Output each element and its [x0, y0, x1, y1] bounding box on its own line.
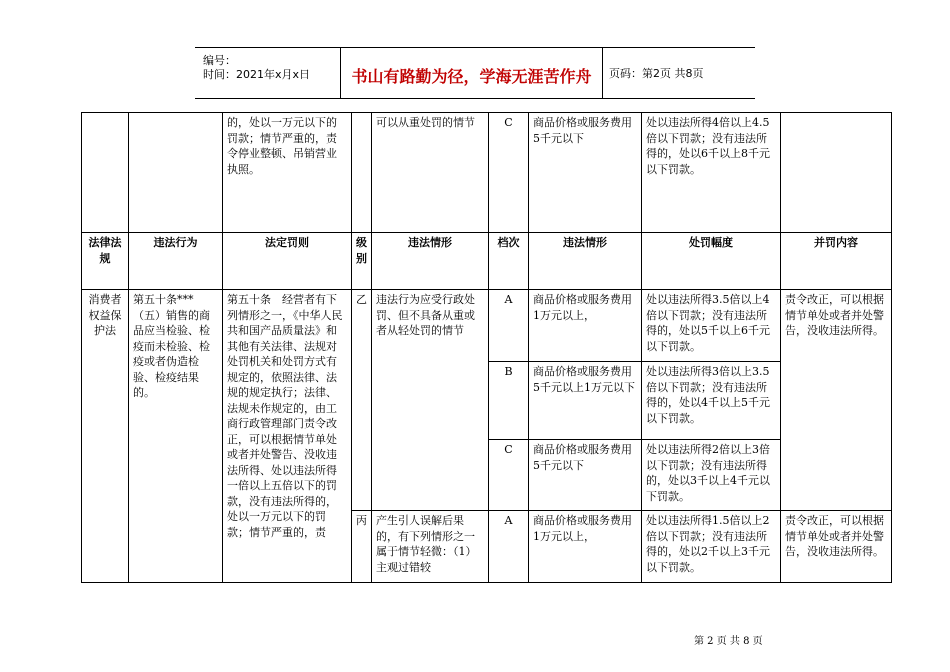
header-motto: 书山有路勤为径，学海无涯苦作舟	[351, 67, 592, 86]
col-header-penalty: 法定罚则	[223, 233, 352, 290]
range-text: 处以违法所得1.5倍以上2倍以下罚款；没有违法所得的，处以2千以上3千元以下罚款。	[642, 511, 781, 583]
col-header-situation: 违法情形	[529, 233, 642, 290]
page-footer: 第 2 页 共 8 页	[694, 636, 763, 647]
range-text: 处以违法所得3倍以上3.5倍以下罚款；没有违法所得的，处以4千以上5千元以下罚款。	[642, 362, 781, 440]
level-mark: 乙	[352, 290, 372, 511]
circumstance-text: 产生引人误解后果的，有下列情形之一属于情节轻微：（1）主观过错较	[372, 511, 489, 583]
extra-text: 责令改正，可以根据情节单处或者并处警告，没收违法所得。	[781, 290, 892, 511]
penalty-text: 第五十条 经营者有下列情形之一，《中华人民共和国产品质量法》和其他有关法律、法规对处罚机关和处罚方式有规定的，依照法律、法规的规定执行；法律、法规未作规定的，由工商行政管理部门责令改正，可以根据情节单处或者并处警告、没收违法所得、处以违法所得一倍以上五倍以下的罚款，没有违法所得的，处以一万元以下的罚款；情节严重的，责	[223, 290, 352, 583]
cell-penalty-tail: 的，处以一万元以下的罚款；情节严重的，责令停业整顿、吊销营业执照。	[223, 113, 352, 233]
col-header-level: 级别	[352, 233, 372, 290]
circumstance-text: 违法行为应受行政处罚、但不具备从重或者从轻处罚的情节	[372, 290, 489, 511]
col-header-range: 处罚幅度	[642, 233, 781, 290]
cell-empty	[781, 113, 892, 233]
col-header-circumstance: 违法情形	[372, 233, 489, 290]
penalty-table	[81, 112, 892, 583]
grade-mark: A	[489, 511, 529, 583]
situation-text: 商品价格或服务费用5千元以上1万元以下	[529, 362, 642, 440]
time-label: 时间：2021年x月x日	[203, 68, 311, 81]
cell-circumstance-tail: 可以从重处罚的情节	[372, 113, 489, 233]
cell-grade: C	[489, 113, 529, 233]
cell-empty	[129, 113, 223, 233]
range-text: 处以违法所得2倍以上3倍以下罚款；没有违法所得的，处以3千以上4千元以下罚款。	[642, 440, 781, 511]
table-header-row	[82, 233, 892, 290]
header-meta	[195, 48, 341, 98]
law-name: 消费者权益保护法	[82, 290, 129, 583]
cell-situation: 商品价格或服务费用5千元以下	[529, 113, 642, 233]
situation-text: 商品价格或服务费用1万元以上，	[529, 290, 642, 362]
act-text: 第五十条***（五）销售的商品应当检验、检疫而未检验、检疫或者伪造检验、检疫结果的。	[129, 290, 223, 583]
grade-mark: A	[489, 290, 529, 362]
number-label: 编号：	[203, 54, 236, 67]
range-text: 处以违法所得3.5倍以上4倍以下罚款；没有违法所得的，处以5千以上6千元以下罚款。	[642, 290, 781, 362]
grade-mark: C	[489, 440, 529, 511]
extra-text: 责令改正，可以根据情节单处或者并处警告，没收违法所得。	[781, 511, 892, 583]
header-motto-cell	[341, 48, 603, 98]
situation-text: 商品价格或服务费用5千元以下	[529, 440, 642, 511]
situation-text: 商品价格或服务费用1万元以上，	[529, 511, 642, 583]
header-page-info: 页码：第2页 共8页	[609, 67, 704, 80]
col-header-law: 法律法规	[82, 233, 129, 290]
level-mark: 丙	[352, 511, 372, 583]
cell-range: 处以违法所得4倍以上4.5倍以下罚款；没有违法所得的，处以6千以上8千元以下罚款。	[642, 113, 781, 233]
table-row	[82, 290, 892, 362]
cell-empty	[82, 113, 129, 233]
page-header	[195, 47, 755, 99]
table-row-fragment	[82, 113, 892, 233]
cell-empty	[352, 113, 372, 233]
col-header-extra: 并罚内容	[781, 233, 892, 290]
col-header-grade: 档次	[489, 233, 529, 290]
col-header-act: 违法行为	[129, 233, 223, 290]
grade-mark: B	[489, 362, 529, 440]
